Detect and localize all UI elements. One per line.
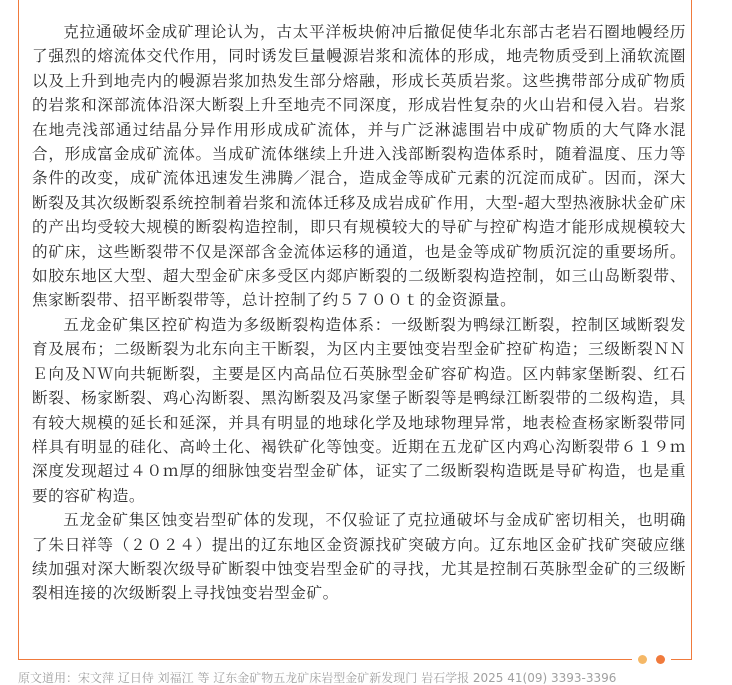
dot-icon-right: [656, 655, 665, 664]
source-citation: 原文道用：宋文萍 辽日侍 刘福江 等 辽东金矿物五龙矿床岩型金矿新发现门 岩石学报 2025 41(09) 3393-3396: [18, 671, 617, 685]
dot-icon-left: [638, 655, 647, 664]
article-body: [32, 20, 686, 606]
paragraph-prospecting-direction: 五龙金矿集区蚀变岩型矿体的发现，不仅验证了克拉通破坏与金成矿密切相关，也明确了朱日祥等（２０２４）提出的辽东地区金资源找矿突破方向。辽东地区金矿找矿突破应继续加强对深大断裂次级导矿断裂中蚀变岩型金矿的寻找，尤其是控制石英脉型金矿的三级断裂相连接的次级断裂上寻找蚀变岩型金矿。: [32, 511, 686, 603]
paragraph-craton-destruction: 克拉通破坏金成矿理论认为，古太平洋板块俯冲后撤促使华北东部古老岩石圈地幔经历了强烈的熔流体交代作用，同时诱发巨量幔源岩浆和流体的形成，地壳物质受到上涌软流圈以及上升到地壳内的幔源岩浆加热发生部分熔融，形成长英质岩浆。这些携带部分成矿物质的岩浆和深部流体沿深大断裂上升至地壳不同深度，形成岩性复杂的火山岩和侵入岩。岩浆在地壳浅部通过结晶分异作用形成成矿流体，并与广泛淋滤围岩中成矿物质的大气降水混合，形成富金成矿流体。当成矿流体继续上升进入浅部断裂构造体系时，随着温度、压力等条件的改变，成矿流体迅速发生沸腾／混合，造成金等成矿元素的沉淀而成矿。因而，深大断裂及其次级断裂系统控制着岩浆和流体迁移及成岩成矿作用，大型-超大型热液脉状金矿床的产出均受较大规模的断裂构造控制，即只有规模较大的导矿与控矿构造才能形成规模较大的矿床，这些断裂带不仅是深部含金流体运移的通道，也是金等成矿物质沉淀的重要场所。如胶东地区大型、超大型金矿床多受区内郯庐断裂的二级断裂构造控制，如三山岛断裂带、焦家断裂带、招平断裂带等，总计控制了约５７００ｔ的金资源量。: [32, 23, 686, 310]
paragraph-ore-control-structure: 五龙金矿集区控矿构造为多级断裂构造体系：一级断裂为鸭绿江断裂，控制区域断裂发育及展布；二级断裂为北东向主干断裂，为区内主要蚀变岩型金矿控矿构造；三级断裂ＮＮＥ向及ＮＷ向共轭断裂，主要是区内高品位石英脉型金矿容矿构造。区内韩家堡断裂、红石断裂、杨家断裂、鸡心沟断裂、黑沟断裂及冯家堡子断裂等是鸭绿江断裂带的二级构造，具有较大规模的延长和延深，并具有明显的地球化学及地球物理异常，地表检查杨家断裂带同样具有明显的硅化、高岭土化、褐铁矿化等蚀变。近期在五龙矿区内鸡心沟断裂带６１９ｍ深度发现超过４０ｍ厚的细脉蚀变岩型金矿体，证实了二级断裂构造既是导矿构造，也是重要的容矿构造。: [32, 315, 686, 505]
decorative-dots: [632, 655, 671, 664]
